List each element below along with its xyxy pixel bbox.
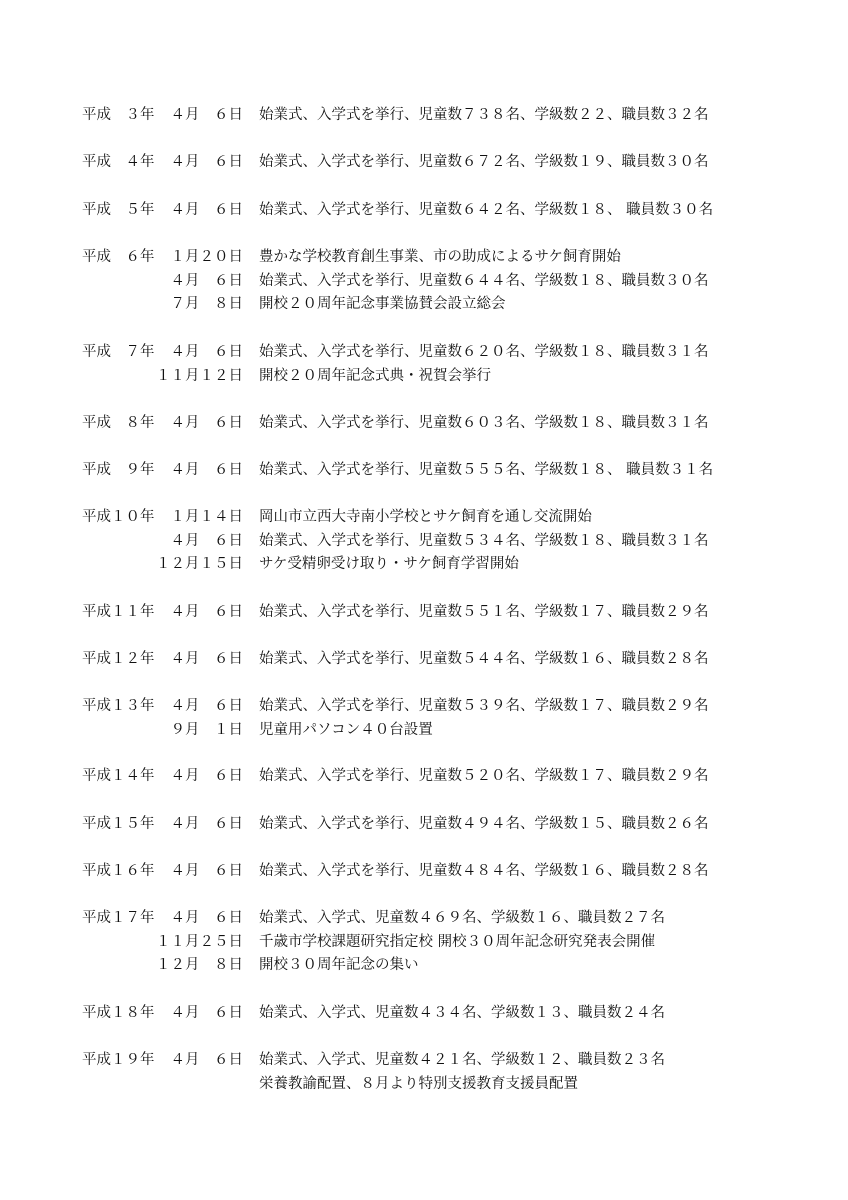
event-row	[0, 553, 848, 577]
year-entry	[0, 813, 848, 837]
event-description: 始業式、入学式を挙行、児童数５２０名、学級数１７、職員数２９名	[259, 768, 709, 784]
event-description: 千歳市学校課題研究指定校 開校３０周年記念研究発表会開催	[259, 933, 656, 950]
event-date: ４月 ６日	[170, 816, 243, 832]
event-date: ４月 ６日	[170, 107, 243, 123]
year-entry	[0, 199, 848, 223]
year-label: 平成１８年	[82, 1005, 155, 1021]
event-description: 開校２０周年記念式典・祝賀会挙行	[259, 367, 491, 384]
event-row	[0, 648, 848, 672]
year-entry	[0, 506, 848, 577]
event-date: ４月 ６日	[170, 863, 243, 879]
year-entry	[0, 151, 848, 175]
year-entry	[0, 104, 848, 128]
event-date: ４月 ６日	[170, 1052, 243, 1068]
event-row	[0, 1049, 848, 1073]
event-date: ４月 ６日	[170, 651, 243, 667]
event-date: ４月 ６日	[170, 272, 243, 289]
event-date: １月１４日	[170, 509, 243, 525]
event-date: ４月 ６日	[170, 415, 243, 431]
event-description: 始業式、入学式を挙行、児童数４９４名、学級数１５、職員数２６名	[259, 816, 709, 832]
year-label: 平成１１年	[82, 604, 155, 620]
event-description: サケ受精卵受け取り・サケ飼育学習開始	[259, 556, 519, 572]
event-row	[0, 341, 848, 365]
event-date: ４月 ６日	[170, 344, 243, 360]
event-description: 栄養教諭配置、８月より特別支援教育支援員配置	[259, 1075, 578, 1092]
event-description: 始業式、入学式を挙行、児童数５３９名、学級数１７、職員数２９名	[259, 698, 709, 714]
event-description: 始業式、入学式、児童数４２１名、学級数１２、職員数２３名	[259, 1052, 665, 1068]
event-description: 豊かな学校教育創生事業、市の助成によるサケ飼育開始	[259, 249, 621, 265]
event-row	[0, 954, 848, 978]
year-entry	[0, 341, 848, 388]
year-label: 平成１６年	[82, 863, 155, 879]
event-date: ４月 ６日	[170, 698, 243, 714]
year-entry	[0, 1049, 848, 1096]
event-description: 始業式、入学式を挙行、児童数５３４名、学級数１８、職員数３１名	[259, 532, 709, 549]
event-description: 開校３０周年記念の集い	[259, 957, 419, 973]
event-row	[0, 506, 848, 530]
year-entry	[0, 648, 848, 672]
year-label: 平成 ７年	[82, 344, 155, 360]
event-description: 始業式、入学式を挙行、児童数６０３名、学級数１８、職員数３１名	[259, 415, 709, 431]
event-description: 始業式、入学式、児童数４３４名、学級数１３、職員数２４名	[259, 1005, 665, 1021]
event-description: 開校２０周年記念事業協賛会設立総会	[259, 296, 506, 312]
year-label: 平成 ５年	[82, 202, 155, 218]
event-description: 始業式、入学式を挙行、児童数７３８名、学級数２２、職員数３２名	[259, 107, 709, 123]
event-date: ４月 ６日	[170, 532, 243, 549]
year-entry	[0, 412, 848, 436]
event-description: 始業式、入学式を挙行、児童数６７２名、学級数１９、職員数３０名	[259, 154, 709, 170]
event-description: 始業式、入学式、児童数４６９名、学級数１６、職員数２７名	[259, 910, 665, 926]
event-date: １２月 ８日	[156, 957, 243, 973]
event-date: １１月１２日	[156, 367, 243, 384]
event-row	[0, 459, 848, 483]
year-label: 平成 ６年	[82, 249, 155, 265]
event-row	[0, 765, 848, 789]
year-entry	[0, 246, 848, 317]
event-date: ４月 ６日	[170, 604, 243, 620]
event-date: ４月 ６日	[170, 462, 243, 478]
year-label: 平成１５年	[82, 816, 155, 832]
year-label: 平成 ８年	[82, 415, 155, 431]
event-date: ９月 １日	[170, 721, 243, 738]
event-row	[0, 860, 848, 884]
event-description: 岡山市立西大寺南小学校とサケ飼育を通し交流開始	[259, 509, 592, 525]
event-row	[0, 270, 848, 294]
year-entry	[0, 1002, 848, 1026]
event-row	[0, 1002, 848, 1026]
year-label: 平成１９年	[82, 1052, 155, 1068]
event-row	[0, 293, 848, 317]
year-label: 平成 ４年	[82, 154, 155, 170]
year-label: 平成 ３年	[82, 107, 155, 123]
event-row	[0, 104, 848, 128]
year-label: 平成１７年	[82, 910, 155, 926]
event-row	[0, 246, 848, 270]
event-description: 始業式、入学式を挙行、児童数６４２名、学級数１８、 職員数３０名	[259, 202, 714, 218]
event-date: １１月２５日	[156, 933, 243, 950]
event-row	[0, 1073, 848, 1097]
event-date: １２月１５日	[156, 556, 243, 572]
event-date: ４月 ６日	[170, 154, 243, 170]
event-description: 始業式、入学式を挙行、児童数６４４名、学級数１８、職員数３０名	[259, 272, 709, 289]
event-description: 始業式、入学式を挙行、児童数５４４名、学級数１６、職員数２８名	[259, 651, 709, 667]
event-row	[0, 813, 848, 837]
event-row	[0, 695, 848, 719]
event-description: 始業式、入学式を挙行、児童数５５５名、学級数１８、 職員数３１名	[259, 462, 714, 478]
event-date: ４月 ６日	[170, 910, 243, 926]
event-row	[0, 412, 848, 436]
year-entry	[0, 765, 848, 789]
year-label: 平成１０年	[82, 509, 155, 525]
year-label: 平成 ９年	[82, 462, 155, 478]
year-entry	[0, 860, 848, 884]
event-date: ７月 ８日	[170, 296, 243, 312]
event-date: １月２０日	[170, 249, 243, 265]
year-label: 平成１２年	[82, 651, 155, 667]
event-row	[0, 199, 848, 223]
event-description: 始業式、入学式を挙行、児童数６２０名、学級数１８、職員数３１名	[259, 344, 709, 360]
year-label: 平成１４年	[82, 768, 155, 784]
event-row	[0, 151, 848, 175]
year-entry	[0, 601, 848, 625]
year-entry	[0, 695, 848, 742]
event-description: 始業式、入学式を挙行、児童数４８４名、学級数１６、職員数２８名	[259, 863, 709, 879]
event-row	[0, 530, 848, 554]
event-date: ４月 ６日	[170, 202, 243, 218]
event-row	[0, 365, 848, 389]
year-entry	[0, 907, 848, 978]
event-row	[0, 907, 848, 931]
event-description: 始業式、入学式を挙行、児童数５５１名、学級数１７、職員数２９名	[259, 604, 709, 620]
year-entry	[0, 459, 848, 483]
event-row	[0, 719, 848, 743]
event-date: ４月 ６日	[170, 768, 243, 784]
event-date: ４月 ６日	[170, 1005, 243, 1021]
event-row	[0, 931, 848, 955]
event-description: 児童用パソコン４０台設置	[259, 721, 433, 738]
event-row	[0, 601, 848, 625]
year-label: 平成１３年	[82, 698, 155, 714]
